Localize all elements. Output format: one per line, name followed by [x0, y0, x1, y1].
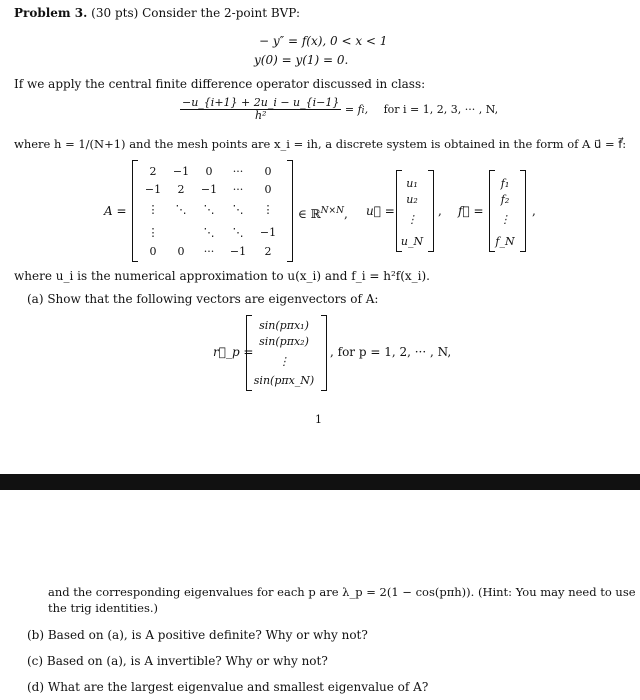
stencil-rhs: = fi,	[344, 102, 369, 116]
f-vector-entry: f₂	[500, 193, 510, 206]
approximation-text: where u_i is the numerical approximation to u(x_i) and f_i = h²f(x_i).	[14, 269, 430, 283]
stencil-denominator: h²	[254, 109, 267, 122]
stencil-numerator: −u_{i+1} + 2u_i − u_{i−1}	[182, 96, 340, 109]
matrix-a-cell: ···	[232, 183, 244, 196]
f-vector-comma: ,	[532, 204, 536, 218]
mesh-description: where h = 1/(N+1) and the mesh points are x_i = ih, a discrete system is obtained in the form of A u⃗ = f⃗:	[14, 137, 627, 151]
matrix-a-cell: −1	[172, 165, 190, 178]
space-symbol: ∈ ℝ	[298, 207, 321, 221]
stencil-equation	[180, 97, 498, 122]
matrix-a-cell: ···	[203, 245, 215, 258]
stencil-range: for i = 1, 2, 3, ··· , N,	[383, 102, 499, 116]
problem-label: Problem 3.	[14, 6, 88, 20]
matrix-a-cell: 2	[149, 165, 157, 178]
matrix-a-cell: −1	[259, 226, 277, 239]
matrix-a-cell: 0	[149, 245, 157, 258]
matrix-a-cell: ⋱	[232, 203, 244, 216]
matrix-a-cell: −1	[200, 183, 218, 196]
stencil-fraction	[180, 97, 341, 122]
u-vector-comma: ,	[438, 204, 442, 218]
bvp-equation-1: − y″ = f(x), 0 < x < 1	[259, 34, 388, 48]
part-a-text: (a) Show that the following vectors are eigenvectors of A:	[27, 292, 379, 306]
matrix-a-cell: ⋱	[203, 226, 215, 239]
r-vector-label: r⃗_p =	[213, 345, 254, 359]
problem-points: (30 pts) Consider the 2-point BVP:	[91, 6, 300, 20]
f-vector-entry: f₁	[500, 177, 510, 190]
f-vector-label: f⃗ =	[458, 204, 484, 218]
f-vector-right-bracket	[520, 170, 526, 252]
intro-text: If we apply the central finite difference operator discussed in class:	[14, 77, 426, 91]
part-b-text: (b) Based on (a), is A positive definite? Why or why not?	[27, 628, 368, 642]
problem-heading	[14, 6, 300, 21]
page-number: 1	[315, 413, 322, 426]
u-vector-label: u⃗ =	[366, 204, 395, 218]
matrix-a-cell: 2	[177, 183, 185, 196]
r-vector-right-bracket	[321, 315, 327, 391]
matrix-a-cell: −1	[229, 245, 247, 258]
r-vector-entry: sin(pπx₂)	[259, 335, 309, 348]
u-vector-entry: ⋮	[406, 213, 418, 226]
matrix-a-cell: 0	[264, 165, 272, 178]
matrix-a-cell: ⋱	[232, 226, 244, 239]
page-separator	[0, 474, 640, 490]
matrix-a-cell: ⋱	[203, 203, 215, 216]
r-vector-entry: ⋮	[278, 355, 290, 368]
bvp-equation-2: y(0) = y(1) = 0.	[254, 53, 349, 67]
u-vector-entry: u_N	[400, 235, 424, 248]
matrix-a-cell: ⋮	[147, 203, 159, 216]
matrix-a-cell: 0	[264, 183, 272, 196]
matrix-a-left-bracket	[132, 160, 138, 262]
u-vector-right-bracket	[428, 170, 434, 252]
r-vector-entry: sin(pπx₁)	[259, 319, 309, 332]
matrix-a-cell: ⋱	[175, 203, 187, 216]
f-vector-entry: f_N	[495, 235, 515, 248]
r-vector-entry: sin(pπx_N)	[253, 374, 315, 387]
matrix-a-cell: 0	[177, 245, 185, 258]
matrix-a-right-bracket	[287, 160, 293, 262]
u-vector-entry: u₁	[406, 177, 418, 190]
part-c-text: (c) Based on (a), is A invertible? Why or why not?	[27, 654, 328, 668]
matrix-a-cell: ···	[232, 165, 244, 178]
matrix-a-cell: ⋮	[147, 226, 159, 239]
matrix-a-label: A =	[104, 204, 127, 218]
matrix-a-cell: 0	[205, 165, 213, 178]
matrix-space: ∈ ℝ$^{N\times N}$,	[298, 206, 348, 221]
matrix-a-cell: −1	[144, 183, 162, 196]
part-d-text: (d) What are the largest eigenvalue and smallest eigenvalue of A?	[27, 680, 429, 694]
eigenvalue-text-line-1: and the corresponding eigenvalues for each p are λ_p = 2(1 − cos(pπh)). (Hint: You may need to use	[48, 585, 636, 599]
u-vector-entry: u₂	[406, 193, 418, 206]
space-dimension: N×N	[320, 206, 344, 216]
matrix-a-cell: ⋮	[262, 203, 274, 216]
f-vector-entry: ⋮	[499, 213, 511, 226]
matrix-a-cell: 2	[264, 245, 272, 258]
eigenvalue-text-line-2: the trig identities.)	[48, 601, 159, 615]
r-vector-range: , for p = 1, 2, ··· , N,	[330, 345, 452, 359]
